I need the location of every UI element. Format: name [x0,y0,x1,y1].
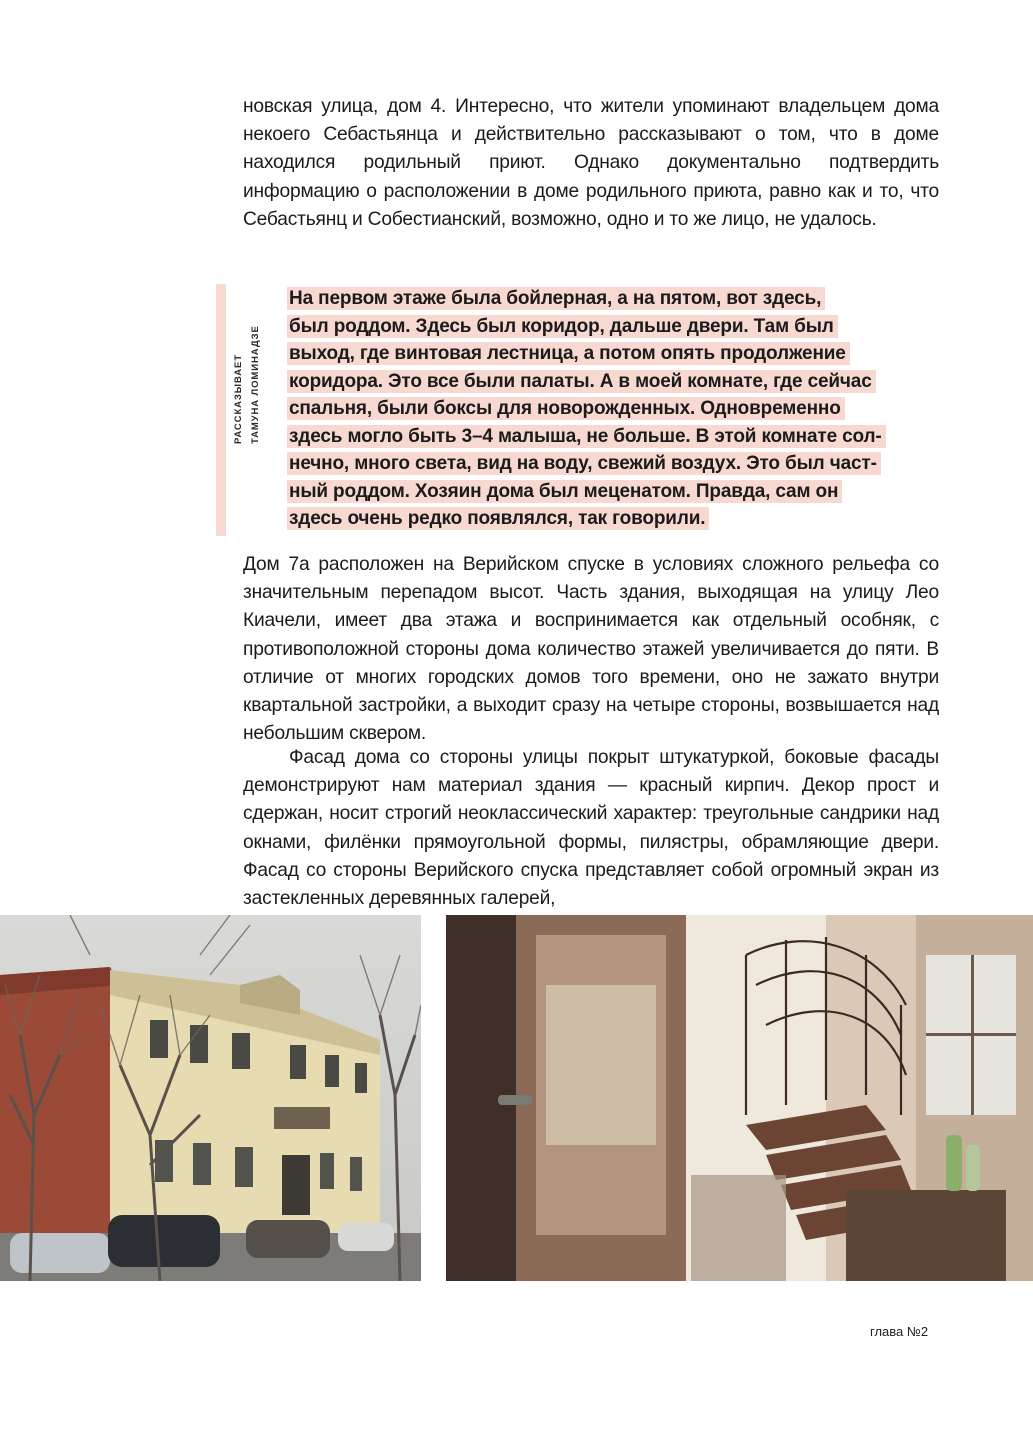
body-paragraph-1: Дом 7а расположен на Верийском спуске в условиях сложного рельефа со значительным перепадом высот. Часть здания, выходящая на улицу Лео Киачели, имеет два этажа и воспринимается как отдельный особняк, с противоположной стороны дома количество этажей увеличивается до пяти. В отличие от многих городских домов того времени, оно не зажато внутри квартальной застройки, а выходит сразу на четыре стороны, возвышается над небольшим сквером. [243,554,939,745]
quote-line: спальня, были боксы для новорожденных. Одновременно [287,395,937,423]
quote-line: ный роддом. Хозяин дома был меценатом. Правда, сам он [287,478,937,506]
building-street-photo [0,915,421,1281]
quote-highlight-bar [216,284,226,536]
quote-line: нечно, много света, вид на воду, свежий воздух. Это был част- [287,450,937,478]
attribution-verb: РАССКАЗЫВАЕТ [233,354,244,444]
body-paragraph-2: Фасад дома со стороны улицы покрыт штукатуркой, боковые фасады демонстрируют нам материал здания — красный кирпич. Декор прост и сдержан, носит строгий неоклассический характер: треугольные сандрики над окнами, филёнки прямоугольной формы, пилястры, обрамляющие двери. Фасад со стороны Верийского спуска представляет собой огромный экран из застекленных деревянных галерей, [243,747,939,910]
interior-staircase-illustration [446,915,1033,1281]
attribution-name: ТАМУНА ЛОМИНАДЗЕ [250,325,261,444]
quote-line: На первом этаже была бойлерная, а на пятом, вот здесь, [287,285,937,313]
intro-paragraph: новская улица, дом 4. Интересно, что жители упоминают владельцем дома некоего Себастьянца и действительно рассказывают о том, что в доме находился родильный приют. Однако документально подтвердить информацию о расположении в доме родильного приюта, равно как и то, что Себастьянц и Собестианский, возможно, одно и то же лицо, не удалось. [243,96,939,230]
building-street-illustration [0,915,421,1281]
page-footer-label: глава №2 [870,1324,929,1339]
quote-attribution [230,294,270,444]
pull-quote [287,285,937,533]
quote-line: коридора. Это все были палаты. А в моей комнате, где сейчас [287,368,937,396]
quote-line: выход, где винтовая лестница, а потом опять продолжение [287,340,937,368]
quote-line: был роддом. Здесь был коридор, дальше двери. Там был [287,313,937,341]
interior-staircase-photo [446,915,1033,1281]
quote-line: здесь очень редко появлялся, так говорили. [287,505,937,533]
quote-line: здесь могло быть 3–4 малыша, не больше. В этой комнате сол- [287,423,937,451]
